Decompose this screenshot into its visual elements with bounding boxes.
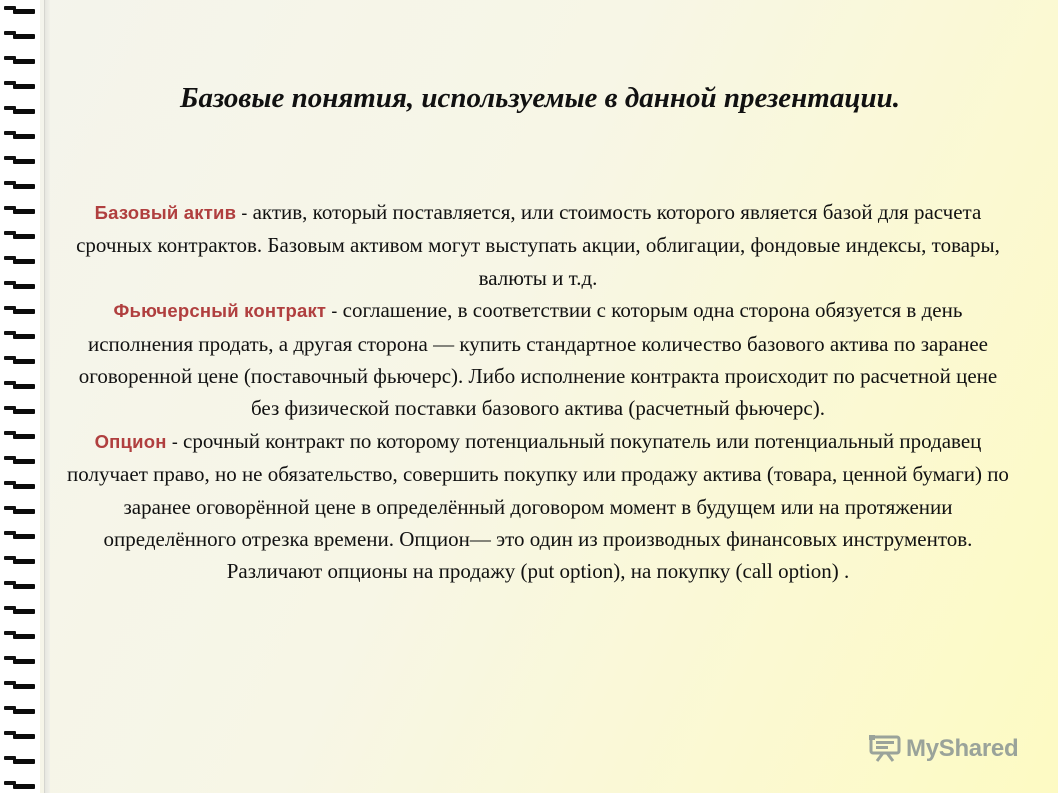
binding-ring: [4, 106, 34, 115]
binding-ring: [4, 206, 34, 215]
binding-ring: [4, 231, 34, 240]
term-base-asset: Базовый актив: [94, 202, 237, 223]
binding-ring: [4, 731, 34, 740]
binding-ring: [4, 706, 34, 715]
binding-ring: [4, 406, 34, 415]
definition-separator: -: [236, 202, 253, 223]
binding-ring: [4, 581, 34, 590]
presentation-board-icon: [868, 734, 902, 764]
page-edge: [44, 0, 50, 793]
binding-ring: [4, 31, 34, 40]
myshared-watermark[interactable]: [868, 731, 1028, 767]
definition-text: актив, который поставляется, или стоимость которого является базой для расчета срочных контрактов. Базовым активом могут выступать акции, облигации, фондовые индексы, товары, валюты и т.д.: [76, 200, 1000, 290]
binding-ring: [4, 656, 34, 665]
definition-futures: [64, 294, 1012, 425]
definition-base-asset: [64, 196, 1012, 294]
binding-ring: [4, 456, 34, 465]
binding-ring: [4, 606, 34, 615]
binding-ring: [4, 506, 34, 515]
binding-ring: [4, 181, 34, 190]
binding-ring: [4, 256, 34, 265]
binding-ring: [4, 781, 34, 790]
definition-text: срочный контракт по которому потенциальный покупатель или потенциальный продавец получает право, но не обязательство, совершить покупку или продажу актива (товара, ценной бумаги) по заранее оговорённой цене в определённый договором момент в будущем или на протяжении определённого отрезка времени. Опцион— это один из производных финансовых инструментов. Различают опционы на продажу (put option), на покупку (call option) .: [67, 428, 1009, 584]
term-option: Опцион: [94, 430, 167, 452]
binding-ring: [4, 631, 34, 640]
binding-ring: [4, 81, 34, 90]
binding-ring: [4, 306, 34, 315]
definitions-block: [64, 196, 1012, 588]
binding-ring: [4, 331, 34, 340]
binding-ring: [4, 356, 34, 365]
binding-ring: [4, 756, 34, 765]
definition-text: соглашение, в соответствии с которым одна сторона обязуется в день исполнения продать, а другая сторона — купить стандартное количество базового актива по заранее оговоренной цене (поставочный фьючерс). Либо исполнение контракта происходит по расчетной цене без физической поставки базового актива (расчетный фьючерс).: [78, 298, 998, 421]
binding-ring: [4, 56, 34, 65]
binding-ring: [4, 681, 34, 690]
binding-ring: [4, 131, 34, 140]
slide-title: Базовые понятия, используемые в данной презентации.: [180, 82, 900, 114]
binding-ring: [4, 381, 34, 390]
spiral-binding: [0, 0, 40, 793]
binding-ring: [4, 431, 34, 440]
binding-ring: [4, 281, 34, 290]
definition-separator: -: [326, 300, 343, 322]
definition-separator: -: [166, 430, 184, 452]
binding-ring: [4, 481, 34, 490]
binding-ring: [4, 531, 34, 540]
binding-ring: [4, 6, 34, 15]
binding-ring: [4, 556, 34, 565]
definition-option: [64, 425, 1012, 588]
term-futures: Фьючерсный контракт: [113, 300, 327, 322]
watermark-text: MyShared: [906, 735, 1019, 762]
binding-ring: [4, 156, 34, 165]
